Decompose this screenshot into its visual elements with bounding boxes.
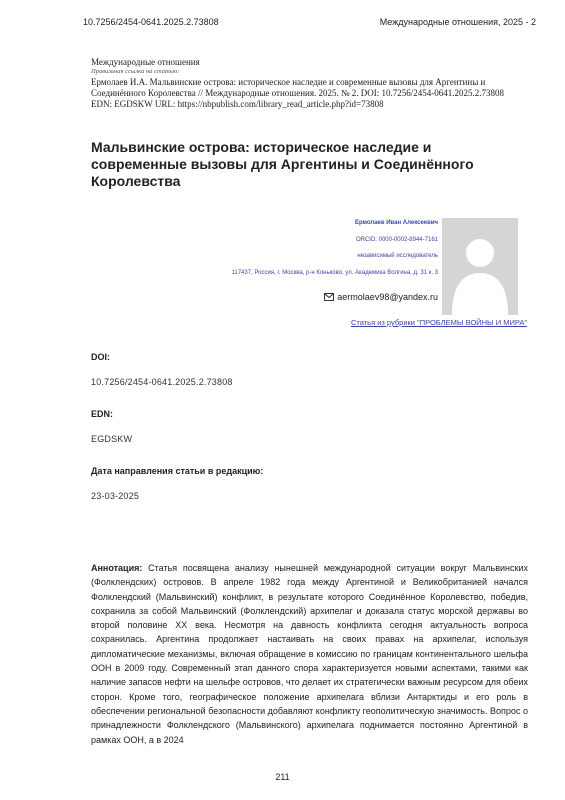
page-number: 211 (275, 772, 290, 782)
edn-value: EGDSKW (91, 434, 133, 444)
author-email-text: aermolaev98@yandex.ru (337, 292, 438, 302)
citation-label: Правильная ссылка на статью: (91, 68, 180, 75)
doi-value: 10.7256/2454-0641.2025.2.73808 (91, 377, 233, 387)
avatar-placeholder-icon (442, 218, 518, 315)
author-address: 117437, Россия, г. Москва, р-н Коньково, ул. Академика Волгина, д. 31 к. 3 (231, 270, 438, 276)
author-email[interactable] (324, 292, 438, 302)
author-role: независимый исследователь (357, 253, 438, 259)
abstract (91, 561, 528, 747)
header-doi: 10.7256/2454-0641.2025.2.73808 (83, 17, 219, 27)
citation-reference: Ермолаев И.А. Мальвинские острова: историческое наследие и современные вызовы для Аргентины и Соединённого Королевства // Международные отношения. 2025. № 2. DOI: 10.7256/2454-0641.2025.2.73808 (91, 77, 505, 98)
citation-edn-url[interactable]: EDN: EGDSKW URL: https://nbpublish.com/library_read_article.php?id=73808 (91, 99, 384, 109)
mail-icon (324, 293, 334, 301)
author-avatar (442, 218, 518, 315)
article-title: Мальвинские острова: историческое наследие и современные вызовы для Аргентины и Соединённого Королевства (91, 139, 474, 189)
citation-journal: Международные отношения (91, 57, 200, 67)
doi-label: DOI: (91, 352, 110, 362)
submission-date-value: 23-03-2025 (91, 491, 140, 501)
author-orcid[interactable]: ORCID: 0000-0002-8944-7161 (355, 237, 438, 243)
rubric-link[interactable]: Статья из рубрики "ПРОБЛЕМЫ ВОЙНЫ И МИРА" (350, 318, 527, 327)
author-name: Ермолаев Иван Алексеевич (354, 220, 438, 226)
edn-label: EDN: (91, 409, 113, 419)
abstract-label: Аннотация: (91, 563, 143, 573)
header-journal-issue: Международные отношения, 2025 - 2 (379, 17, 536, 27)
submission-date-label: Дата направления статьи в редакцию: (91, 466, 264, 476)
abstract-text: Статья посвящена анализу нынешней международной ситуации вокруг Мальвинских (Фолклендских) островов. В апреле 1982 года между Аргентиной и Великобританией начался Фолклендский (Мальвинский) конфликт, в результате которого Соединённое Королевство, победив, сохранила за собой Мальвинский (Фолклендский) архипелаг и доказала статус морской державы во второй половине XX века. Несмотря на давность конфликта сегодня актуальность вопроса сохранилась. Аргентина продолжает настаивать на своих правах на архипелаг, используя дипломатические механизмы, включая обращение в комиссию по границам континентального шельфа ООН в 2009 году. Современный этап данного спора характеризуется новыми аспектами, такими как наличие запасов нефти на шельфе островов, что делает их стратегически важным ресурсом для обеих сторон. Кроме того, географическое положение архипелага вблизи Антарктиды и его роль в обеспечении региональной безопасности добавляют конфликту геополитическую значимость. Вопрос о принадлежности Фолклендского (Мальвинского) архипелага поднимается постоянно Аргентиной в рамках ООН, а в 2024 (91, 563, 528, 745)
